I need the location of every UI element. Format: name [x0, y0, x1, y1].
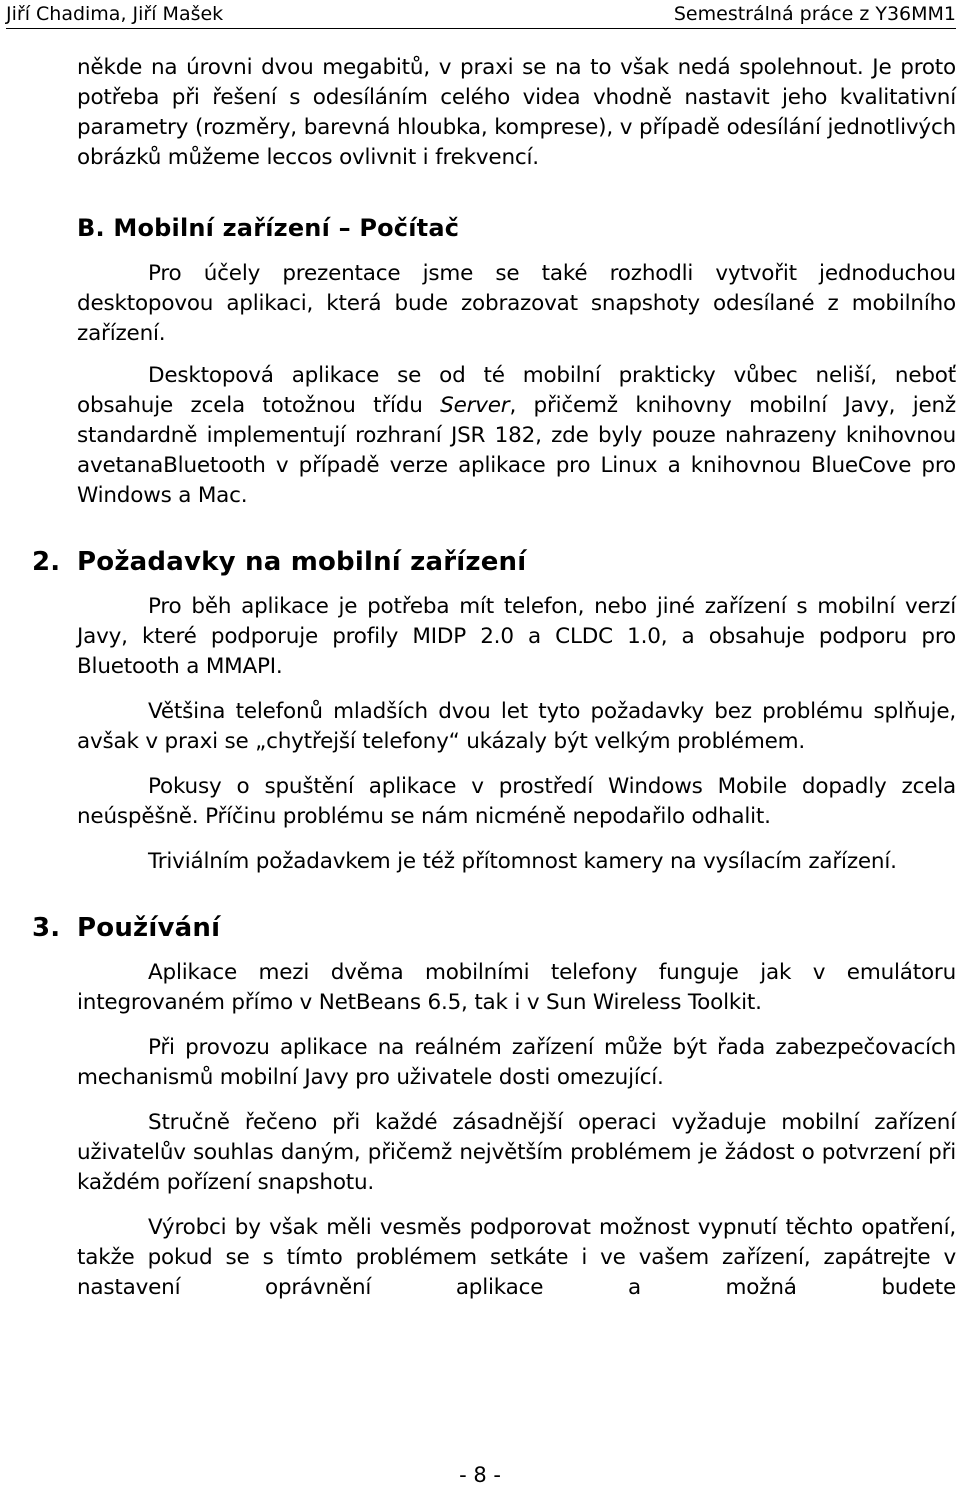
section-b-paragraph-2	[77, 361, 956, 511]
section-3-paragraph: Výrobci by však měli vesměs podporovat možnost vypnutí těchto opatření, takže pokud se s tímto problémem setkáte i ve vašem zařízení, zapátrejte v nastavení oprávnění aplikace a možná budete	[77, 1215, 956, 1300]
section-3-paragraph: Při provozu aplikace na reálném zařízení může být řada zabezpečovacích mechanismů mobilní Javy pro uživatele dosti omezující.	[77, 1035, 956, 1090]
section-2-title: Požadavky na mobilní zařízení	[77, 547, 527, 577]
section-b-paragraph-2-start: Desktopová aplikace se od té mobilní prakticky vůbec neliší, neboť obsahuje zcela totožnou třídu	[77, 363, 956, 418]
intro-paragraph: někde na úrovni dvou megabitů, v praxi se na to však nedá spolehnout. Je proto potřeba při řešení s odesíláním celého videa vhodně nastavit jeho kvalitativní parametry (rozměry, barevná hloubka, komprese), v případě odesílání jednotlivých obrázků můžeme leccos ovlivnit i frekvencí.	[77, 55, 956, 170]
section-b-paragraph-2-end: , přičemž knihovny mobilní Javy, jenž standardně implementují rozhraní JSR 182, zde byly pouze nahrazeny knihovnou avetanaBluetooth v případě verze aplikace pro Linux a knihovnou BlueCove pro Windows a Mac.	[77, 393, 957, 508]
section-b-heading: B. Mobilní zařízení – Počítač	[77, 214, 460, 242]
page-body	[32, 53, 957, 1303]
section-b-paragraph-1: Pro účely prezentace jsme se také rozhodli vytvořit jednoduchou desktopovou aplikaci, která bude zobrazovat snapshoty odesílané z mobilního zařízení.	[77, 261, 956, 346]
page-number: - 8 -	[459, 1463, 501, 1487]
section-2-paragraph: Pokusy o spuštění aplikace v prostředí Windows Mobile dopadly zcela neúspěšně. Příčinu problému se nám nicméně nepodařilo odhalit.	[77, 774, 956, 829]
section-2-heading	[32, 546, 956, 578]
section-2-paragraph: Většina telefonů mladších dvou let tyto požadavky bez problému splňuje, avšak v praxi se „chytřejší telefony“ ukázaly být velkým problémem.	[77, 699, 956, 754]
section-2-paragraph: Pro běh aplikace je potřeba mít telefon, nebo jiné zařízení s mobilní verzí Javy, které podporuje profily MIDP 2.0 a CLDC 1.0, a obsahuje podporu pro Bluetooth a MMAPI.	[77, 594, 956, 679]
server-class-name: Server	[440, 393, 510, 418]
section-3-paragraph: Stručně řečeno při každé zásadnější operaci vyžaduje mobilní zařízení uživatelův souhlas daným, přičemž největším problémem je žádost o potvrzení při každém pořízení snapshotu.	[77, 1110, 956, 1195]
section-3-title: Používání	[77, 913, 221, 943]
section-3-number: 3.	[32, 913, 61, 943]
section-3-heading	[32, 912, 956, 944]
section-2-paragraph: Triviálním požadavkem je též přítomnost kamery na vysílacím zařízení.	[148, 849, 897, 874]
header-authors: Jiří Chadima, Jiří Mašek	[6, 3, 224, 25]
header-course-title: Semestrálná práce z Y36MM1	[673, 3, 956, 25]
section-2-number: 2.	[32, 547, 61, 577]
header-rule	[6, 28, 956, 29]
section-3-paragraph: Aplikace mezi dvěma mobilními telefony funguje jak v emulátoru integrovaném přímo v NetBeans 6.5, tak i v Sun Wireless Toolkit.	[77, 960, 956, 1015]
